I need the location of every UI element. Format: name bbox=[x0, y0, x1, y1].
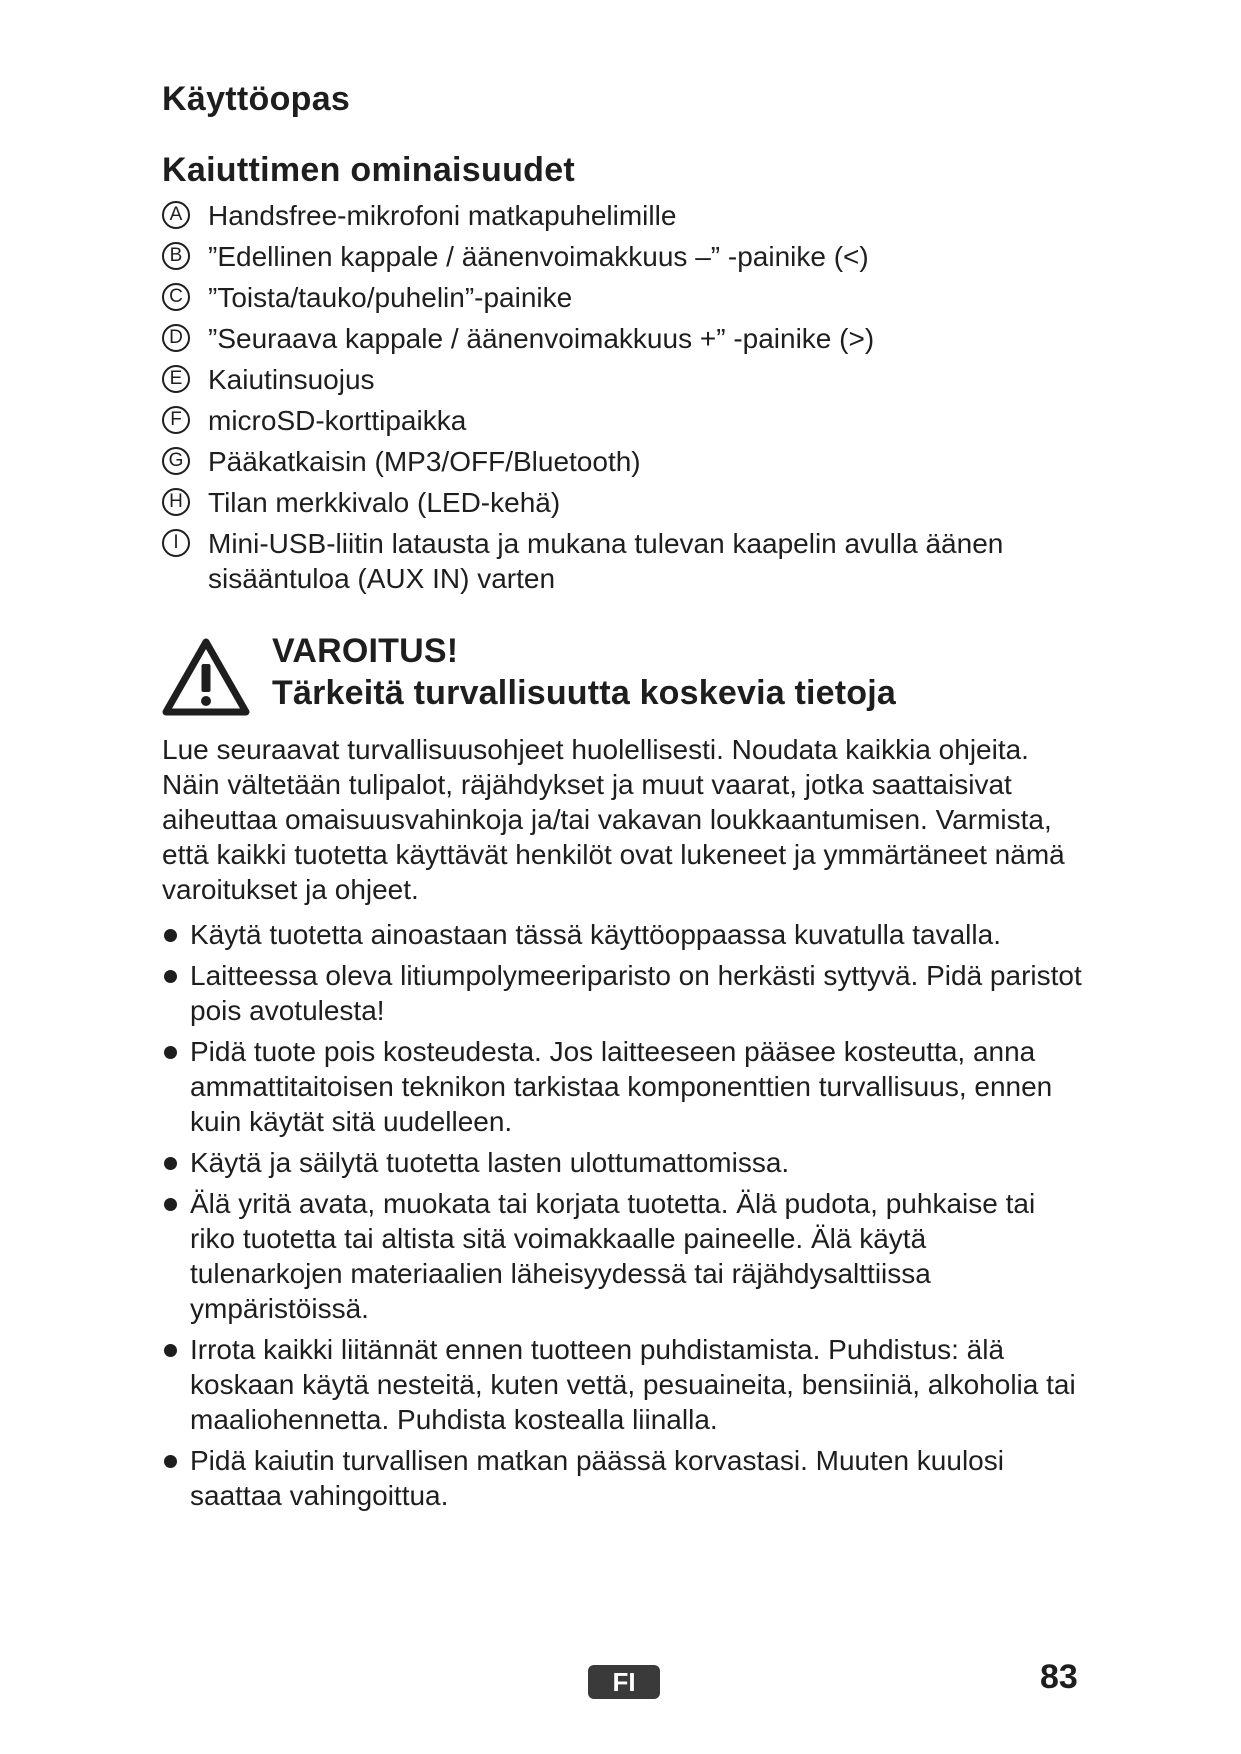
page-number: 83 bbox=[1040, 1658, 1078, 1696]
page-content bbox=[162, 72, 1082, 1519]
feature-item bbox=[162, 239, 1082, 274]
bullet-item: Laitteessa oleva litiumpolymeeriparisto on herkästi syttyvä. Pidä paristot pois avotulesta! bbox=[162, 958, 1082, 1028]
feature-item bbox=[162, 444, 1082, 479]
safety-bullets bbox=[162, 917, 1082, 1513]
bullet-item: Pidä tuote pois kosteudesta. Jos laitteeseen pääsee kosteutta, anna ammattitaitoisen teknikon tarkistaa komponenttien turvallisuus, ennen kuin käytät sitä uudelleen. bbox=[162, 1034, 1082, 1139]
circled-letter-marker: G bbox=[162, 447, 190, 475]
warning-header bbox=[162, 630, 1082, 722]
feature-text: ”Seuraava kappale / äänenvoimakkuus +” -painike (>) bbox=[208, 323, 875, 354]
circled-letter-marker: E bbox=[162, 365, 190, 393]
feature-text: Handsfree-mikrofoni matkapuhelimille bbox=[208, 200, 677, 231]
circled-letter-marker: F bbox=[162, 406, 190, 434]
circled-letter-marker: I bbox=[162, 529, 190, 557]
feature-text: ”Edellinen kappale / äänenvoimakkuus –” -painike (<) bbox=[208, 241, 869, 272]
circled-letter-marker: A bbox=[162, 201, 190, 229]
feature-text: Mini-USB-liitin latausta ja mukana tulevan kaapelin avulla äänen sisääntuloa (AUX IN) varten bbox=[208, 528, 1004, 594]
feature-item bbox=[162, 280, 1082, 315]
features-heading: Kaiuttimen ominaisuudet bbox=[162, 151, 576, 189]
warning-label: VAROITUS! bbox=[272, 632, 459, 670]
bullet-item: Älä yritä avata, muokata tai korjata tuotetta. Älä pudota, puhkaise tai riko tuotetta tai altista sitä voimakkaalle paineelle. Älä käytä tulenarkojen materiaalien läheisyydessä tai räjähdysalttiissa ympäristöissä. bbox=[162, 1186, 1082, 1326]
language-badge: FI bbox=[588, 1665, 660, 1699]
circled-letter-marker: B bbox=[162, 242, 190, 270]
safety-intro: Lue seuraavat turvallisuusohjeet huolellisesti. Noudata kaikkia ohjeita. Näin vältetään tulipalot, räjähdykset ja muut vaarat, jotka saattaisivat aiheuttaa omaisuusvahinkoja ja/tai vakavan loukkaantumisen. Varmista, että kaikki tuotetta käyttävät henkilöt ovat lukeneet ja ymmärtäneet nämä varoitukset ja ohjeet. bbox=[162, 734, 1065, 905]
circled-letter-marker: D bbox=[162, 324, 190, 352]
warning-subtitle: Tärkeitä turvallisuutta koskevia tietoja bbox=[272, 674, 897, 712]
page-title: Käyttöopas bbox=[162, 80, 351, 118]
feature-item bbox=[162, 321, 1082, 356]
warning-triangle-icon bbox=[162, 638, 250, 716]
circled-letter-marker: H bbox=[162, 488, 190, 516]
features-list bbox=[162, 198, 1082, 596]
bullet-item: Käytä ja säilytä tuotetta lasten ulottumattomissa. bbox=[162, 1145, 1082, 1180]
feature-text: Pääkatkaisin (MP3/OFF/Bluetooth) bbox=[208, 446, 641, 477]
circled-letter-marker: C bbox=[162, 283, 190, 311]
feature-item bbox=[162, 403, 1082, 438]
feature-text: ”Toista/tauko/puhelin”-painike bbox=[208, 282, 573, 313]
bullet-item: Irrota kaikki liitännät ennen tuotteen puhdistamista. Puhdistus: älä koskaan käytä nesteitä, kuten vettä, pesuaineita, bensiiniä, alkoholia tai maaliohennetta. Puhdista kostealla liinalla. bbox=[162, 1332, 1082, 1437]
feature-item bbox=[162, 198, 1082, 233]
warning-title-block bbox=[272, 630, 896, 714]
feature-item bbox=[162, 526, 1082, 596]
feature-text: microSD-korttipaikka bbox=[208, 405, 467, 436]
feature-item bbox=[162, 362, 1082, 397]
feature-text: Kaiutinsuojus bbox=[208, 364, 375, 395]
feature-text: Tilan merkkivalo (LED-kehä) bbox=[208, 487, 561, 518]
bullet-item: Käytä tuotetta ainoastaan tässä käyttöoppaassa kuvatulla tavalla. bbox=[162, 917, 1082, 952]
feature-item bbox=[162, 485, 1082, 520]
bullet-item: Pidä kaiutin turvallisen matkan päässä korvastasi. Muuten kuulosi saattaa vahingoittua. bbox=[162, 1443, 1082, 1513]
